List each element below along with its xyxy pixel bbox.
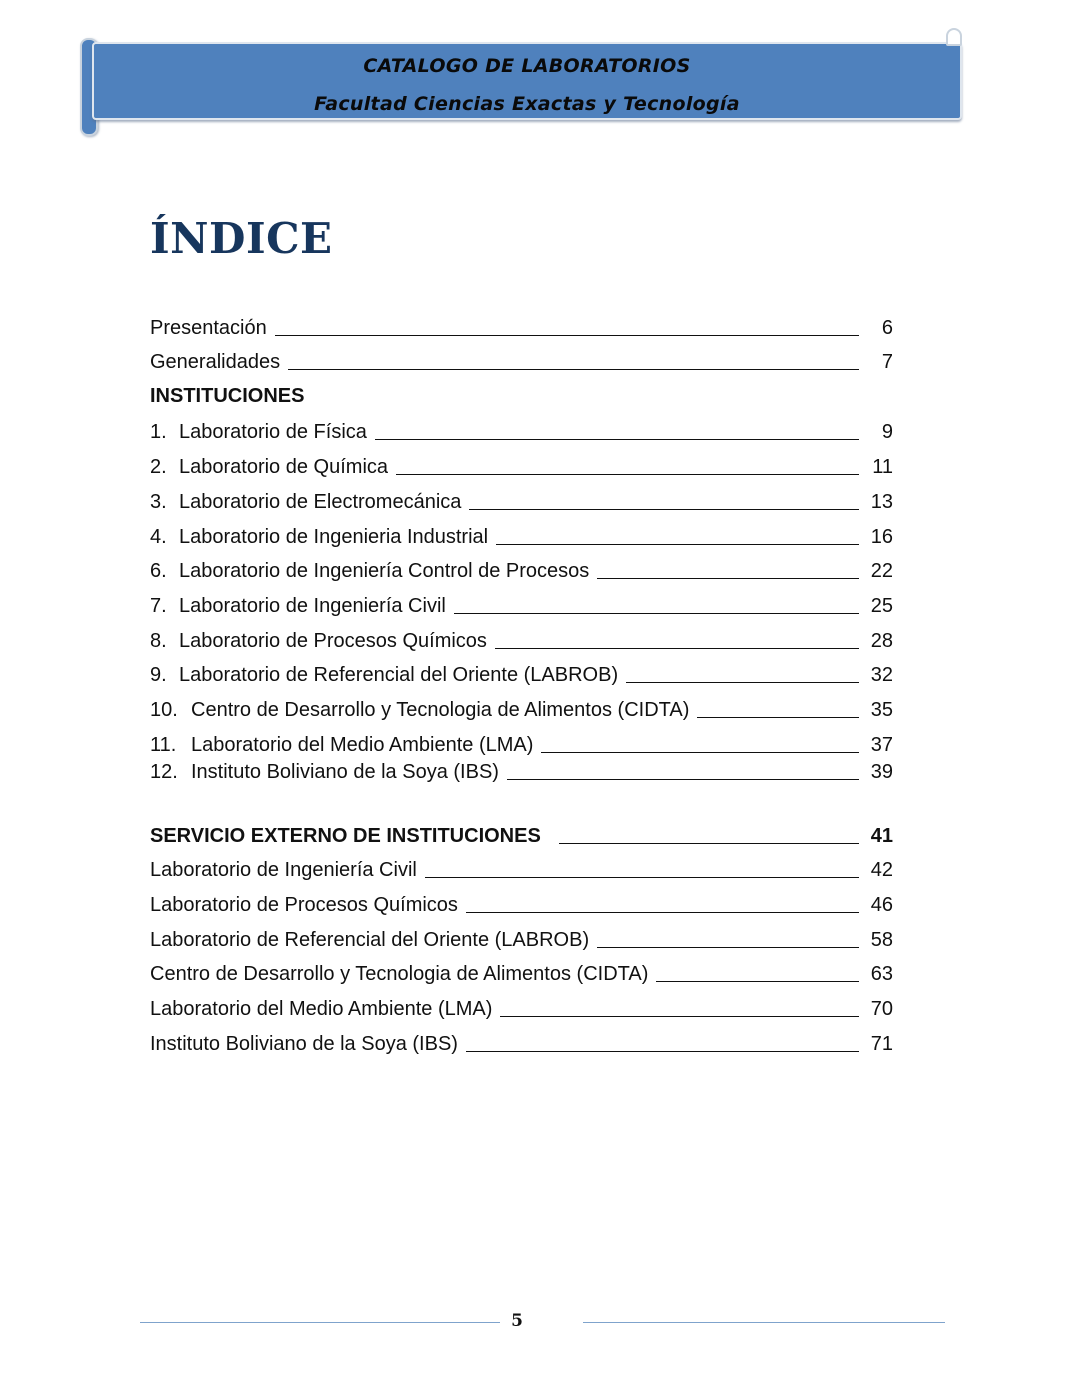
toc-leader-line	[466, 911, 859, 913]
toc-entry-page: 39	[870, 761, 893, 783]
toc-leader-line	[396, 473, 859, 475]
toc-entry-number: 10.	[150, 699, 178, 721]
toc-entry-label: Generalidades	[150, 351, 281, 373]
toc-entry-label: 8. Laboratorio de Procesos Químicos	[150, 630, 487, 652]
toc-entry-label: Centro de Desarrollo y Tecnologia de Alimentos (CIDTA)	[150, 963, 649, 985]
toc-entry-number: 7.	[150, 595, 167, 617]
toc-entry-page: 71	[870, 1033, 893, 1055]
toc-leader-line	[425, 876, 859, 878]
toc-entry-page: 28	[870, 630, 893, 652]
toc-entry-institucion[interactable]	[150, 694, 893, 722]
toc-entry-label: 11. Laboratorio del Medio Ambiente (LMA)	[150, 734, 534, 756]
footer-page-number: 5	[511, 1311, 523, 1331]
toc-entry-number: 2.	[150, 456, 167, 478]
toc-leader-line	[495, 647, 859, 649]
toc-entry-presentacion[interactable]	[150, 312, 893, 340]
toc-entry-page: 63	[870, 963, 893, 985]
toc-leader-line	[597, 946, 859, 948]
toc-entry-institucion[interactable]	[150, 416, 893, 444]
toc-entry-institucion[interactable]	[150, 659, 893, 687]
toc-entry-page: 9	[881, 421, 893, 443]
toc-leader-line	[375, 438, 859, 440]
toc-entry-page: 7	[881, 351, 893, 373]
toc-entry-page: 11	[872, 456, 893, 478]
toc-leader-line	[697, 716, 859, 718]
toc-entry-label: 12. Instituto Boliviano de la Soya (IBS)	[150, 761, 499, 783]
toc-entry-page: 32	[870, 664, 893, 686]
toc-entry-servicio[interactable]	[150, 889, 893, 917]
toc-entry-label: 10. Centro de Desarrollo y Tecnologia de Alimentos (CIDTA)	[150, 699, 690, 721]
toc-entry-servicio[interactable]	[150, 854, 893, 882]
toc-entry-servicio-externo[interactable]	[150, 820, 893, 848]
toc-entry-page: 6	[881, 317, 893, 339]
toc-entry-label: Laboratorio de Procesos Químicos	[150, 894, 458, 916]
footer-rule-right	[583, 1322, 945, 1323]
toc-leader-line	[275, 334, 859, 336]
toc-entry-page: 70	[870, 998, 893, 1020]
toc-entry-label: 2. Laboratorio de Química	[150, 456, 389, 478]
toc-entry-number: 11.	[150, 734, 177, 756]
toc-entry-servicio[interactable]	[150, 924, 893, 952]
toc-entry-page: 46	[870, 894, 893, 916]
toc-leader-line	[466, 1050, 859, 1052]
toc-entry-generalidades[interactable]	[150, 346, 893, 374]
toc-entry-label: 1. Laboratorio de Física	[150, 421, 367, 443]
toc-entry-page: 42	[870, 859, 893, 881]
banner-scroll-curl-right	[946, 28, 962, 46]
toc-entry-page: 35	[870, 699, 893, 721]
toc-leader-line	[626, 681, 859, 683]
toc-entry-label: Instituto Boliviano de la Soya (IBS)	[150, 1033, 458, 1055]
section-heading-instituciones: INSTITUCIONES	[150, 385, 305, 407]
toc-entry-institucion[interactable]	[150, 486, 893, 514]
toc-entry-label: Laboratorio del Medio Ambiente (LMA)	[150, 998, 493, 1020]
toc-entry-page: 25	[870, 595, 893, 617]
toc-leader-line	[496, 543, 859, 545]
toc-entry-institucion[interactable]	[150, 756, 893, 784]
toc-entry-number: 6.	[150, 560, 167, 582]
toc-entry-number: 9.	[150, 664, 167, 686]
header-subtitle: Facultad Ciencias Exactas y Tecnología	[314, 93, 740, 115]
toc-leader-line	[656, 980, 859, 982]
toc-entry-number: 3.	[150, 491, 167, 513]
toc-entry-label: 9. Laboratorio de Referencial del Oriente (LABROB)	[150, 664, 619, 686]
banner-background	[92, 42, 962, 120]
toc-leader-line	[500, 1015, 859, 1017]
toc-leader-line	[541, 751, 859, 753]
toc-entry-label: 7. Laboratorio de Ingeniería Civil	[150, 595, 446, 617]
toc-entry-page: 16	[870, 526, 893, 548]
toc-entry-label: Presentación	[150, 317, 267, 339]
toc-entry-institucion[interactable]	[150, 521, 893, 549]
toc-entry-label: 4. Laboratorio de Ingenieria Industrial	[150, 526, 489, 548]
toc-entry-label: SERVICIO EXTERNO DE INSTITUCIONES	[150, 825, 541, 847]
toc-entry-institucion[interactable]	[150, 590, 893, 618]
toc-entry-institucion[interactable]	[150, 451, 893, 479]
toc-entry-number: 1.	[150, 421, 167, 443]
toc-entry-number: 8.	[150, 630, 167, 652]
toc-entry-page: 41	[870, 825, 893, 847]
toc-leader-line	[559, 842, 859, 844]
footer-rule-left	[140, 1322, 500, 1323]
toc-entry-servicio[interactable]	[150, 993, 893, 1021]
toc-entry-page: 58	[870, 929, 893, 951]
toc-entry-institucion[interactable]	[150, 555, 893, 583]
index-title: ÍNDICE	[150, 214, 333, 263]
header-banner	[80, 38, 964, 122]
toc-entry-page: 13	[870, 491, 893, 513]
toc-leader-line	[597, 577, 859, 579]
toc-entry-servicio[interactable]	[150, 958, 893, 986]
toc-entry-servicio[interactable]	[150, 1028, 893, 1056]
toc-leader-line	[454, 612, 859, 614]
toc-entry-label: 6. Laboratorio de Ingeniería Control de Procesos	[150, 560, 590, 582]
toc-entry-label: Laboratorio de Ingeniería Civil	[150, 859, 417, 881]
toc-leader-line	[288, 368, 859, 370]
toc-leader-line	[469, 508, 859, 510]
toc-entry-number: 12.	[150, 761, 178, 783]
toc-entry-institucion[interactable]	[150, 625, 893, 653]
toc-entry-institucion[interactable]	[150, 729, 893, 757]
toc-entry-label: 3. Laboratorio de Electromecánica	[150, 491, 462, 513]
toc-entry-label: Laboratorio de Referencial del Oriente (LABROB)	[150, 929, 590, 951]
toc-entry-number: 4.	[150, 526, 167, 548]
toc-leader-line	[507, 778, 859, 780]
header-title: CATALOGO DE LABORATORIOS	[363, 55, 691, 77]
toc-entry-page: 37	[870, 734, 893, 756]
toc-entry-page: 22	[870, 560, 893, 582]
